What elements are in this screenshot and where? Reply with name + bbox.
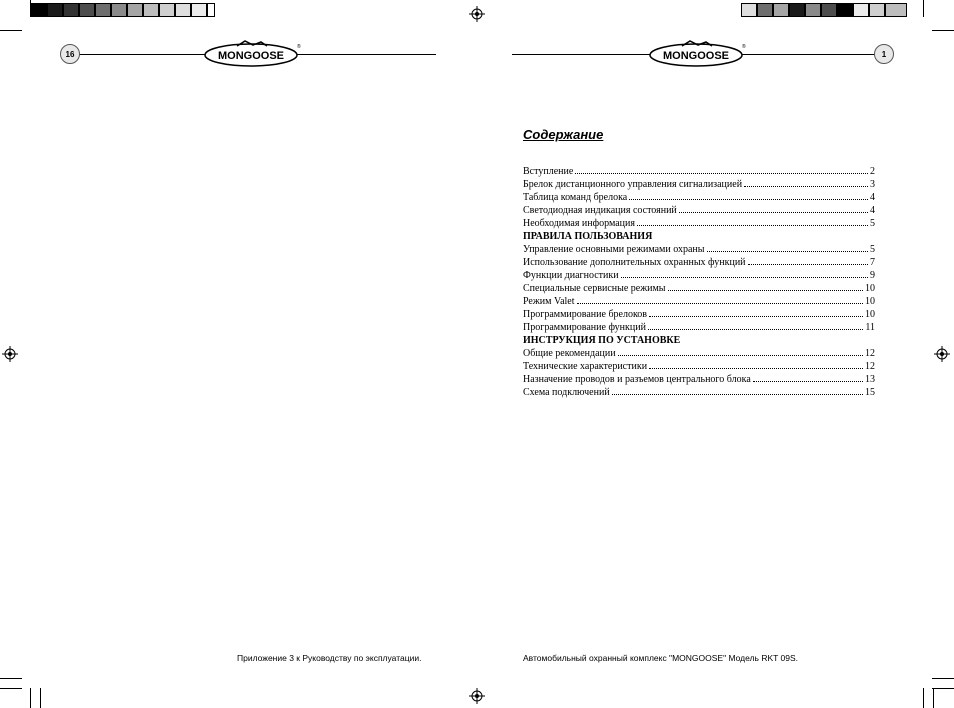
toc-entry[interactable]: Режим Valet 10: [523, 296, 875, 307]
toc-entry[interactable]: Брелок дистанционного управления сигнализацией 3: [523, 179, 875, 190]
toc-section-heading: ИНСТРУКЦИЯ ПО УСТАНОВКЕ: [523, 335, 681, 346]
swatch: [853, 3, 869, 17]
toc-title: Содержание: [523, 127, 604, 142]
mongoose-logo: [648, 40, 748, 68]
swatch: [143, 3, 159, 17]
swatch: [821, 3, 837, 17]
toc-entry[interactable]: Использование дополнительных охранных функций 7: [523, 257, 875, 268]
toc-entry[interactable]: Технические характеристики 12: [523, 361, 875, 372]
table-of-contents: [523, 165, 875, 399]
swatch: [207, 3, 215, 17]
swatch: [95, 3, 111, 17]
toc-entry[interactable]: Программирование брелоков 10: [523, 309, 875, 320]
swatch: [159, 3, 175, 17]
swatch: [789, 3, 805, 17]
toc-entry[interactable]: Вступление 2: [523, 166, 875, 177]
swatch: [47, 3, 63, 17]
swatch: [63, 3, 79, 17]
toc-entry[interactable]: Светодиодная индикация состояний 4: [523, 205, 875, 216]
swatch: [805, 3, 821, 17]
page-number-badge: 16: [60, 44, 80, 64]
svg-text:MONGOOSE: MONGOOSE: [662, 50, 730, 62]
svg-text:®: ®: [742, 44, 746, 50]
toc-section-heading: ПРАВИЛА ПОЛЬЗОВАНИЯ: [523, 231, 653, 242]
left-page-footer: Приложение 3 к Руководству по эксплуатации.: [237, 653, 422, 663]
toc-entry[interactable]: Программирование функций 11: [523, 322, 875, 333]
swatch: [869, 3, 885, 17]
registration-mark-icon: [469, 688, 485, 704]
toc-entry[interactable]: Необходимая информация 5: [523, 218, 875, 229]
page-number-badge: 1: [874, 44, 894, 64]
registration-mark-icon: [934, 346, 950, 362]
swatch: [175, 3, 191, 17]
toc-entry[interactable]: Общие рекомендации 12: [523, 348, 875, 359]
toc-entry[interactable]: Управление основными режимами охраны 5: [523, 244, 875, 255]
toc-entry[interactable]: Таблица команд брелока 4: [523, 192, 875, 203]
swatch: [757, 3, 773, 17]
swatch: [30, 3, 47, 17]
swatch: [79, 3, 95, 17]
toc-entry[interactable]: Назначение проводов и разъемов центрального блока 13: [523, 374, 875, 385]
toc-entry[interactable]: Специальные сервисные режимы 10: [523, 283, 875, 294]
toc-entry[interactable]: Схема подключений 15: [523, 387, 875, 398]
swatch: [885, 3, 907, 17]
toc-entry[interactable]: Функции диагностики 9: [523, 270, 875, 281]
swatch: [741, 3, 757, 17]
swatch: [191, 3, 207, 17]
swatch: [837, 3, 853, 17]
mongoose-logo: [203, 40, 303, 68]
swatch: [773, 3, 789, 17]
right-page-footer: Автомобильный охранный комплекс "MONGOOSE" Модель RKT 09S.: [523, 653, 799, 663]
swatch: [127, 3, 143, 17]
registration-mark-icon: [469, 6, 485, 22]
svg-text:®: ®: [297, 44, 301, 50]
svg-text:MONGOOSE: MONGOOSE: [217, 50, 285, 62]
registration-mark-icon: [2, 346, 18, 362]
swatch: [111, 3, 127, 17]
